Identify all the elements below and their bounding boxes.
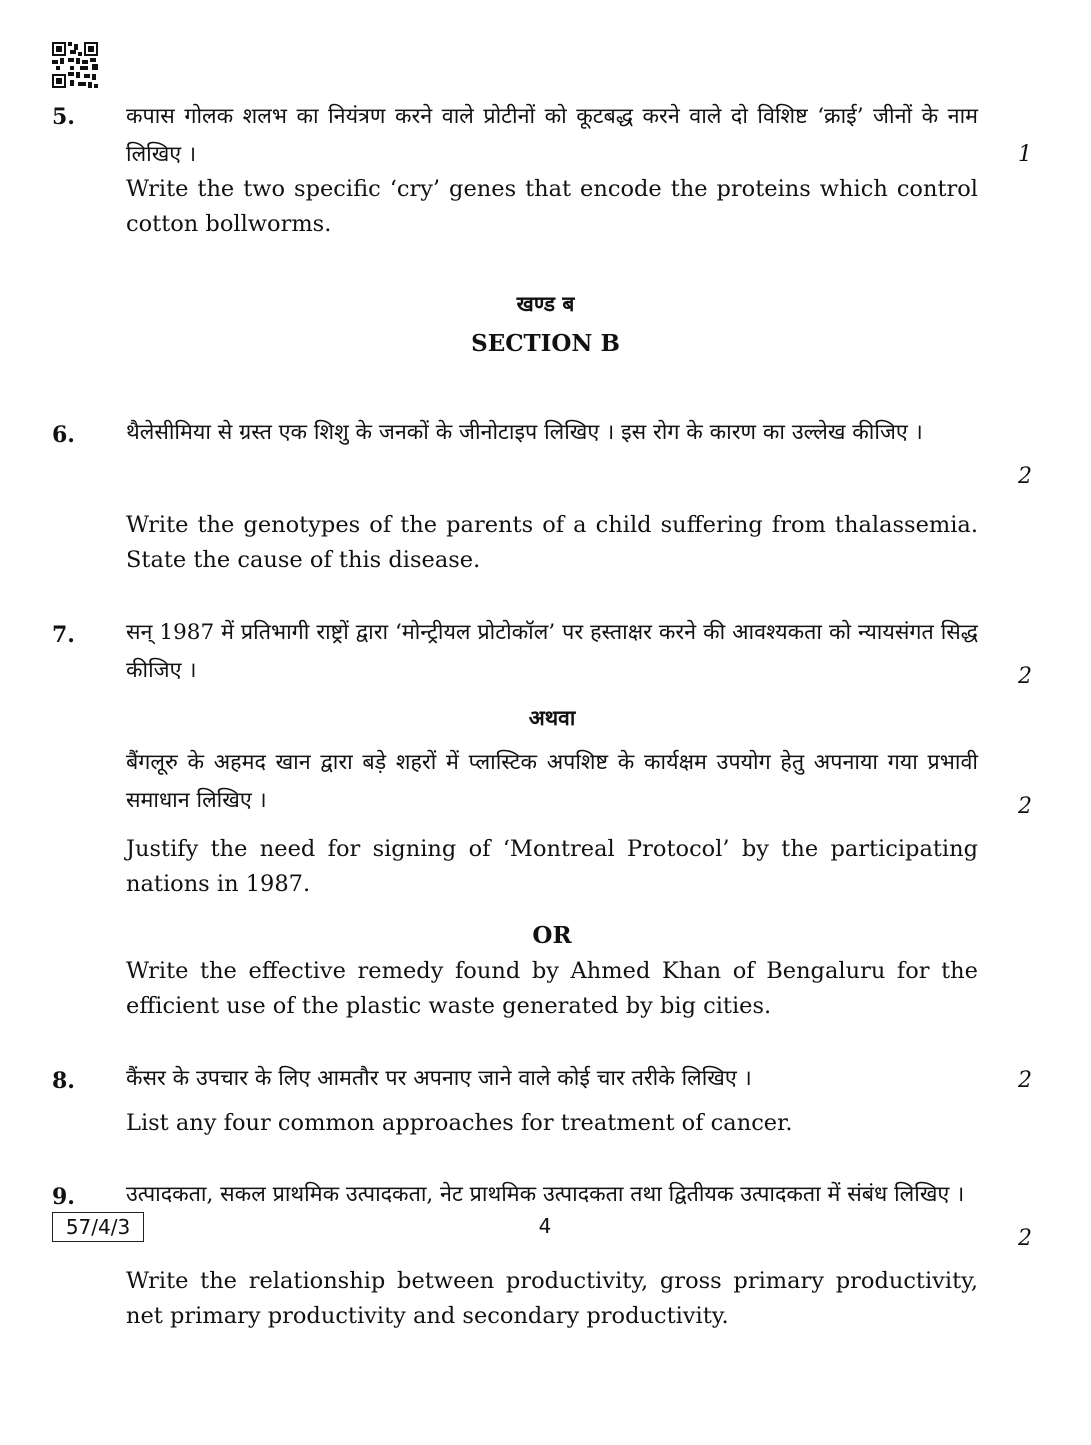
question-text-english: Justify the need for signing of ‘Montreal Protocol’ by the participating nations in 1987. (126, 836, 978, 897)
section-title-english: SECTION B (471, 330, 620, 357)
question-text-hindi: उत्पादकता, सकल प्राथमिक उत्पादकता, नेट प्राथमिक उत्पादकता तथा द्वितीयक उत्पादकता में संबंध लिखिए । (126, 1182, 965, 1207)
question-text-english: Write the genotypes of the parents of a child suffering from thalassemia. State the cause of this disease. (126, 512, 978, 573)
or-label-hindi: अथवा (528, 705, 576, 730)
alternative-question-marks: 2 (1018, 794, 1032, 819)
question-text-hindi: थैलेसीमिया से ग्रस्त एक शिशु के जनकों के जीनोटाइप लिखिए । इस रोग के कारण का उल्लेख कीजिए । (126, 420, 923, 445)
question-text-english: List any four common approaches for treatment of cancer. (126, 1110, 793, 1136)
question-text-hindi: सन् 1987 में प्रतिभागी राष्ट्रों द्वारा ‘मोन्ट्रीयल प्रोटोकॉल’ पर हस्ताक्षर करने की आवश्यकता को न्यायसंगत सिद्ध कीजिए । (126, 620, 978, 683)
section-title-hindi: खण्ड ब (516, 291, 575, 316)
question-number: 7. (52, 622, 75, 648)
question-number: 5. (52, 104, 75, 130)
question-number: 6. (52, 422, 75, 448)
question-marks: 2 (1018, 464, 1032, 489)
question-number: 9. (52, 1184, 75, 1210)
paper-code: 57/4/3 (52, 1212, 144, 1242)
page-number: 4 (538, 1214, 552, 1238)
question-number: 8. (52, 1068, 75, 1094)
qr-code-icon (52, 42, 98, 88)
or-label-english: OR (532, 922, 572, 949)
question-text-english: Write the two specific ‘cry’ genes that encode the proteins which control cotton bollworms. (126, 176, 978, 237)
alternative-question-english: Write the effective remedy found by Ahmed Khan of Bengaluru for the efficient use of the plastic waste generated by big cities. (126, 958, 978, 1019)
question-marks: 1 (1018, 142, 1032, 167)
question-marks: 2 (1018, 1068, 1032, 1093)
alternative-question-hindi: बैंगलूरु के अहमद खान द्वारा बड़े शहरों में प्लास्टिक अपशिष्ट के कार्यक्षम उपयोग हेतु अपनाया गया प्रभावी समाधान लिखिए । (126, 750, 978, 813)
question-text-hindi: कपास गोलक शलभ का नियंत्रण करने वाले प्रोटीनों को कूटबद्ध करने वाले दो विशिष्ट ‘क्राई’ जीनों के नाम लिखिए । (126, 104, 978, 167)
question-marks: 2 (1018, 1226, 1032, 1251)
question-text-english: Write the relationship between productivity, gross primary productivity, net primary productivity and secondary productivity. (126, 1268, 978, 1329)
question-marks: 2 (1018, 664, 1032, 689)
question-text-hindi: कैंसर के उपचार के लिए आमतौर पर अपनाए जाने वाले कोई चार तरीके लिखिए । (126, 1066, 752, 1091)
